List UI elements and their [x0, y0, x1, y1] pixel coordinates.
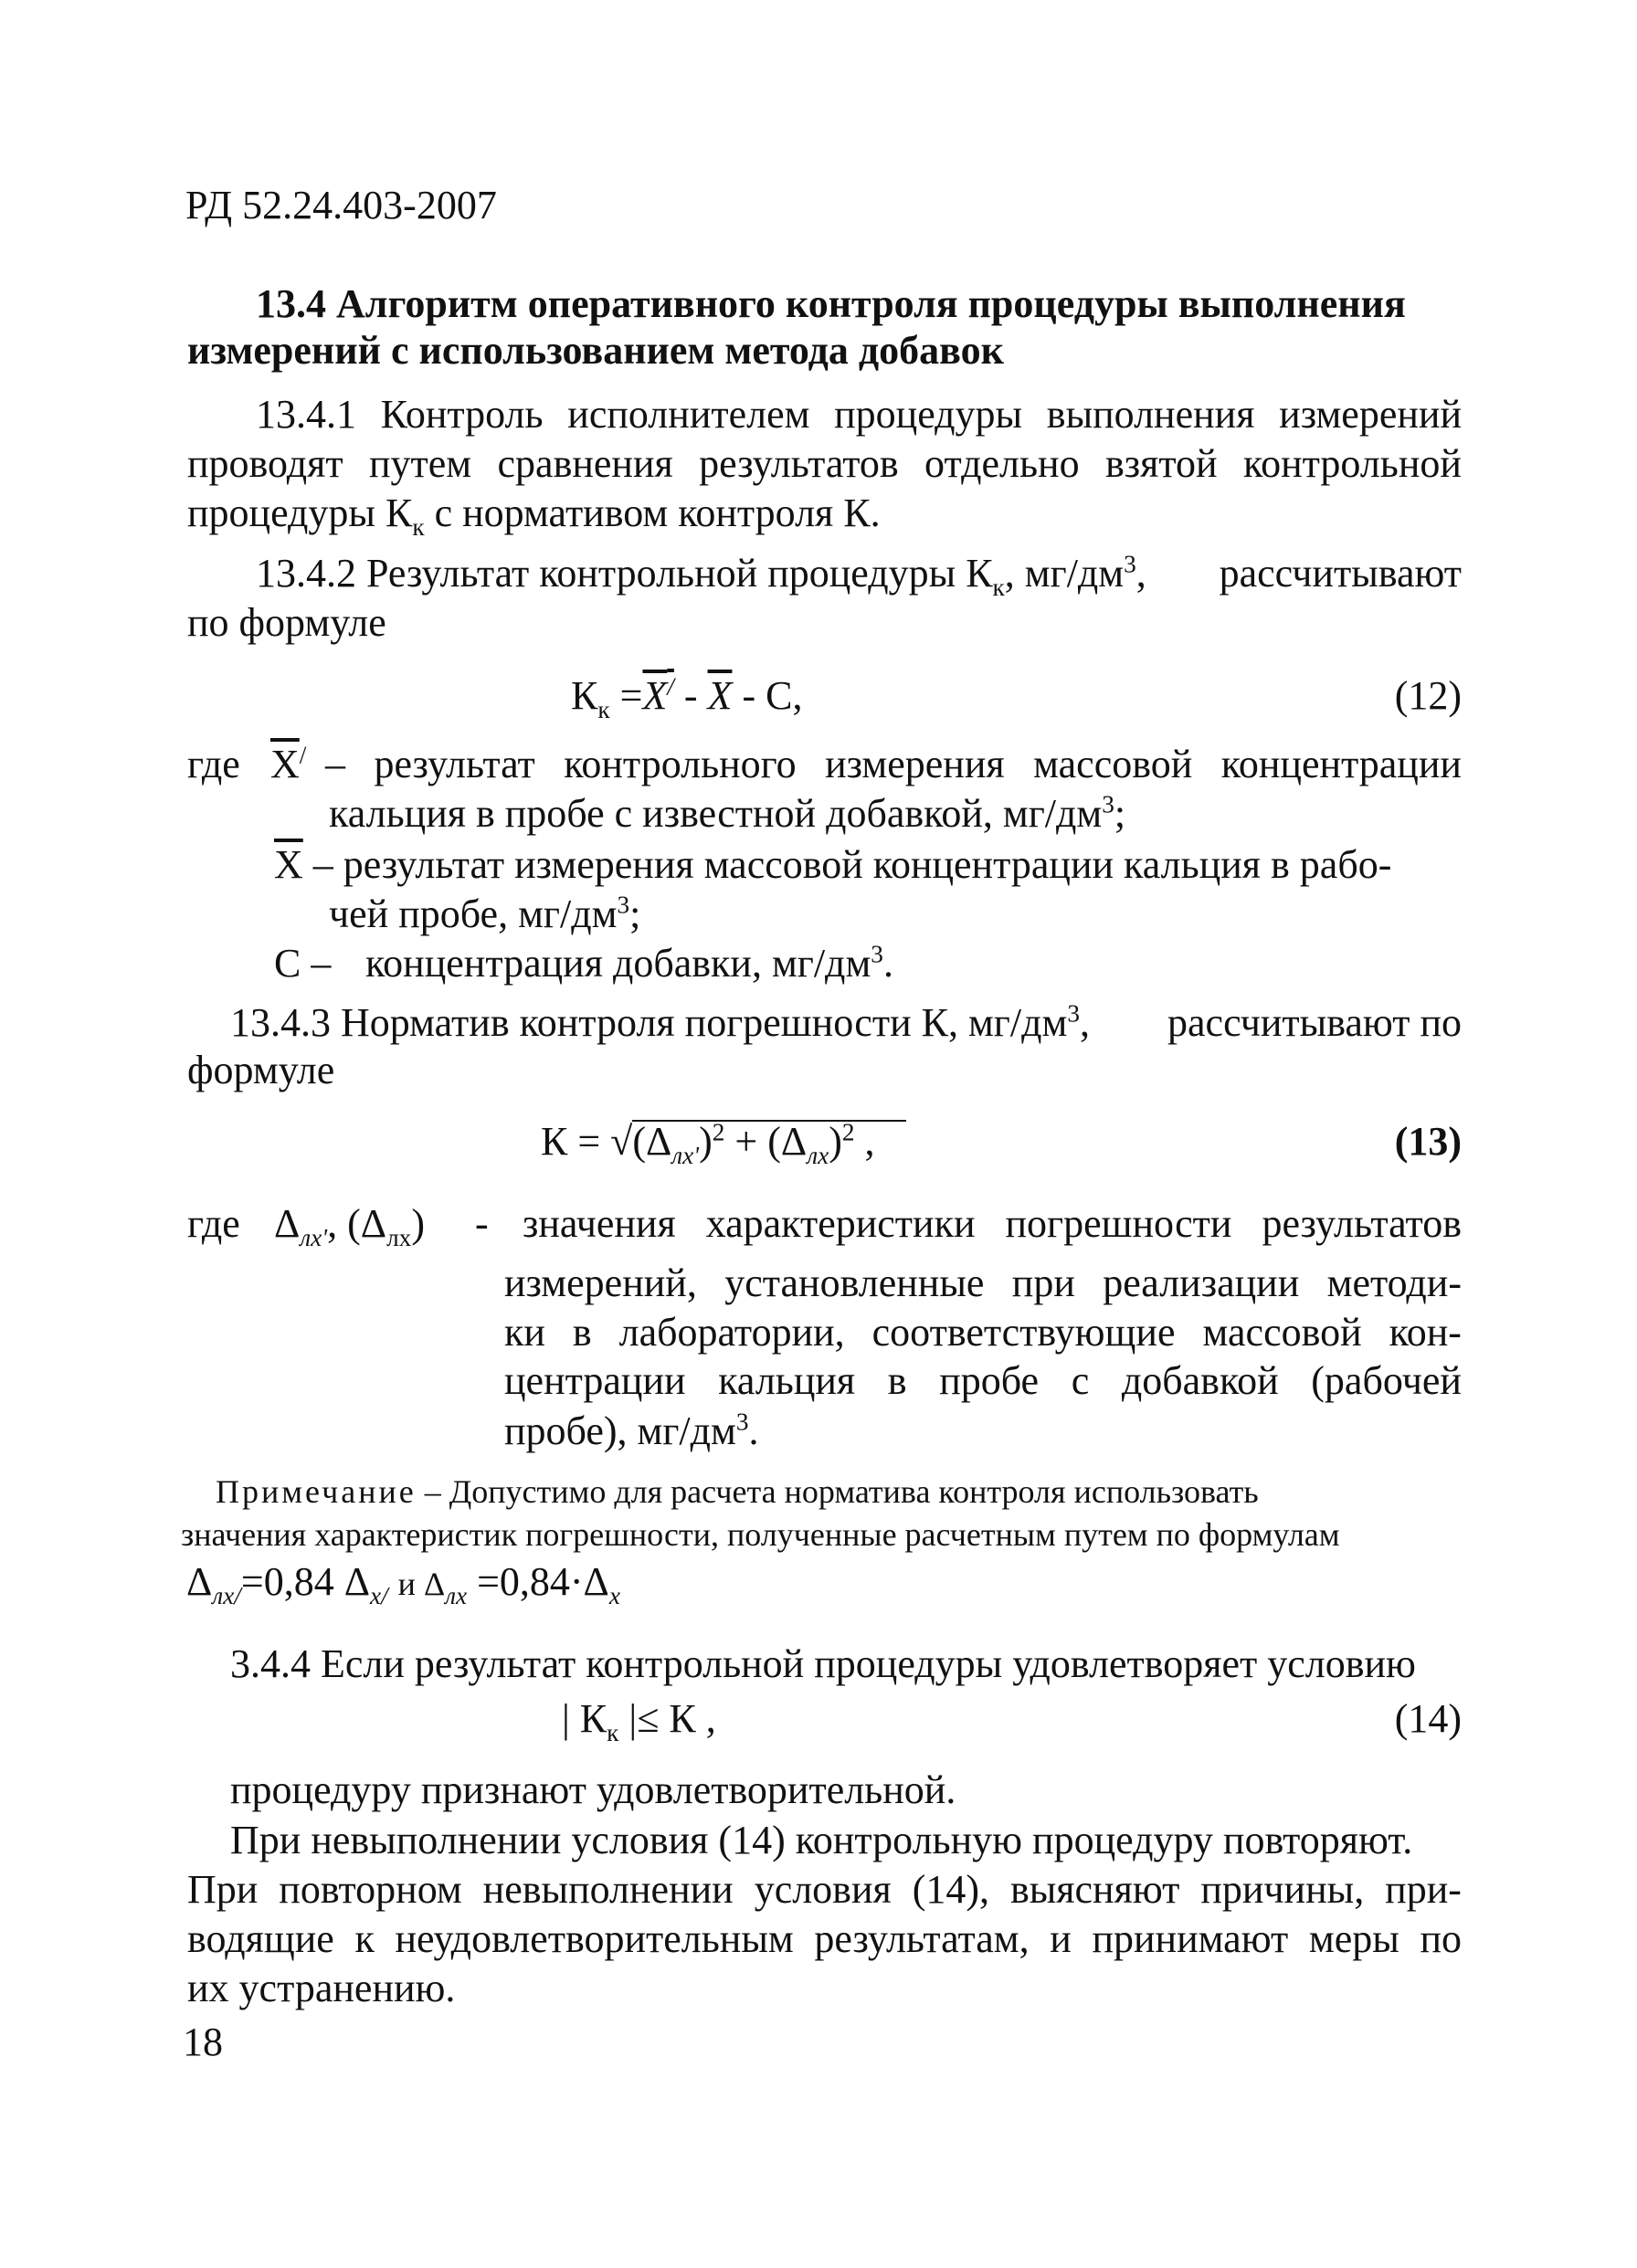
text: с нормативом контроля К.: [424, 491, 881, 535]
term: (Δ: [767, 1119, 808, 1164]
word: –: [325, 742, 345, 786]
formula-12-number: (12): [1394, 673, 1462, 718]
word: принимают: [1092, 1916, 1289, 1961]
subscript: к: [597, 695, 610, 723]
word: причины,: [1200, 1867, 1365, 1912]
final-line2: [187, 1867, 1462, 1912]
sqrt-sign: √: [610, 1119, 633, 1164]
word: массовой: [1202, 1310, 1362, 1355]
para-13-4-1-line1: [256, 392, 1462, 437]
text: ,: [1079, 1000, 1090, 1045]
text: , мг/дм: [1004, 551, 1125, 596]
subscript: х/: [369, 1581, 388, 1609]
word: к: [354, 1916, 375, 1961]
text: ;: [1114, 791, 1126, 836]
subscript: лх: [445, 1581, 468, 1609]
subscript: лх': [300, 1223, 328, 1251]
word: и: [1050, 1916, 1072, 1961]
word: с: [1071, 1358, 1090, 1403]
x-mean: $\overline{X}$: [707, 673, 733, 718]
word: в: [572, 1310, 592, 1355]
subscript: х: [608, 1581, 620, 1609]
word: процедуры: [834, 392, 1023, 437]
where-12-sym3: С –: [274, 941, 332, 986]
word: характеристики: [705, 1201, 976, 1246]
text: .: [748, 1408, 759, 1453]
final-line3: [187, 1916, 1462, 1961]
text: .: [882, 941, 893, 986]
para-13-4-2-line1-end: рассчитывают: [1219, 551, 1462, 596]
text: =0,84 Δ: [240, 1559, 370, 1604]
word: измерений: [1279, 392, 1462, 437]
word: повторном: [279, 1867, 462, 1912]
symbol: , (Δ: [327, 1201, 387, 1246]
term: ): [699, 1119, 713, 1164]
superscript: 3: [735, 1408, 749, 1436]
text: ,: [854, 1119, 875, 1164]
para-13-4-2-line2: по формуле: [187, 600, 386, 645]
text: ,: [1135, 551, 1146, 596]
word: путем: [368, 441, 472, 486]
where-13-line1: [523, 1201, 1462, 1246]
formula-13-number: (13): [1394, 1119, 1462, 1164]
subscript: лх': [671, 1141, 700, 1169]
text: – результат измерения массовой концентрации кальция в рабо-: [312, 842, 1392, 887]
word: ки: [504, 1310, 545, 1355]
word: кон-: [1389, 1310, 1462, 1355]
subscript: к: [992, 573, 1005, 601]
symbol: X: [642, 673, 668, 718]
text: =0,84·Δ: [467, 1559, 609, 1604]
word: сравнения: [497, 441, 673, 486]
word: условия: [754, 1867, 892, 1912]
word: (рабочей: [1311, 1358, 1462, 1403]
text: 13.4.2 Результат контрольной процедуры К: [256, 551, 993, 596]
word: концентрации: [1220, 742, 1462, 786]
where-13-line2: [504, 1263, 1462, 1303]
where-12-def2-line1: [274, 842, 1392, 887]
subscript: лх: [386, 1223, 412, 1251]
para-3-4-4-line1: 3.4.4 Если результат контрольной процедуры удовлетворяет условию: [230, 1641, 1416, 1686]
word: выполнения: [1046, 392, 1255, 437]
word: в: [887, 1358, 907, 1403]
word: реализации: [1103, 1261, 1300, 1305]
text: К =: [541, 1119, 611, 1164]
term: (Δ: [632, 1119, 672, 1164]
document-code: РД 52.24.403-2007: [185, 183, 497, 227]
where-13-line5: [504, 1408, 759, 1453]
word: неудовлетворительным: [395, 1916, 794, 1961]
word: 13.4.1: [256, 392, 356, 437]
subscript: лх/: [212, 1581, 241, 1609]
word: добавкой: [1121, 1358, 1279, 1403]
word: центрации: [504, 1358, 686, 1403]
symbol: $\overline{X}$: [270, 742, 300, 786]
word: отдельно: [924, 441, 1080, 486]
text: концентрация добавки, мг/дм: [365, 941, 871, 986]
word: по: [1420, 1916, 1462, 1961]
word: измерений,: [504, 1261, 697, 1305]
word: погрешности: [1005, 1201, 1232, 1246]
superscript: 3: [617, 891, 630, 919]
word: измерения: [825, 742, 1005, 786]
where-13-line3: [504, 1310, 1462, 1355]
sqrt-overbar: [632, 1120, 906, 1122]
where-13-line4: [504, 1358, 1462, 1403]
para-3-4-4-after: процедуру признают удовлетворительной.: [230, 1767, 956, 1812]
para-13-4-3-line2: формуле: [187, 1048, 335, 1092]
where-12-def3: [365, 940, 893, 986]
word: выясняют: [1009, 1867, 1180, 1912]
section-title-line1: 13.4 Алгоритм оперативного контроля процедуры выполнения: [256, 281, 1406, 326]
final-line1: При невыполнении условия (14) контрольную процедуру повторяют.: [230, 1818, 1413, 1862]
formula-13: [541, 1118, 875, 1169]
text: ;: [629, 891, 641, 936]
para-13-4-3-line1: [230, 999, 1090, 1045]
text: процедуры К: [187, 491, 413, 535]
operator: +: [724, 1119, 768, 1164]
text: |≤ К ,: [618, 1696, 716, 1741]
word: методи-: [1326, 1261, 1462, 1305]
subscript: к: [412, 512, 425, 541]
word: Контроль: [380, 392, 544, 437]
word: контрольного: [564, 742, 797, 786]
note-line1: [216, 1472, 1259, 1511]
subscript: к: [607, 1718, 619, 1746]
text: - С,: [732, 673, 803, 718]
superscript: /: [299, 741, 307, 769]
superscript: 3: [1067, 999, 1080, 1028]
symbol: Δ: [186, 1559, 213, 1604]
word: соответствующие: [871, 1310, 1176, 1355]
para-13-4-2-line1: [256, 550, 1146, 601]
word: исполнителем: [567, 392, 810, 437]
superscript: 2: [712, 1118, 725, 1146]
superscript: 3: [1102, 790, 1114, 818]
text: и Δ: [397, 1566, 446, 1602]
word: При: [187, 1867, 259, 1912]
word: результатам,: [814, 1916, 1030, 1961]
word: при-: [1385, 1867, 1462, 1912]
symbol: К: [571, 673, 598, 718]
formula-12: [571, 672, 803, 723]
word: при: [1011, 1261, 1075, 1305]
word: взятой: [1104, 441, 1218, 486]
where-12-sym1: [270, 741, 307, 786]
where-13-dash: -: [475, 1201, 489, 1246]
where-13-label: где: [187, 1201, 240, 1246]
note-label: Примечание: [216, 1473, 417, 1510]
superscript: 3: [1124, 550, 1136, 578]
where-12-def2-line2: [329, 891, 641, 936]
where-12-label: где: [187, 742, 240, 786]
word: невыполнении: [482, 1867, 734, 1912]
word: результатов: [699, 441, 899, 486]
symbol: $\overline{X}$: [274, 842, 303, 887]
word: проводят: [187, 441, 343, 486]
text: | К: [562, 1696, 607, 1741]
superscript: /: [667, 672, 674, 701]
text: – Допустимо для расчета норматива контроля использовать: [416, 1473, 1259, 1510]
symbol: ): [411, 1201, 425, 1246]
para-13-4-3-line1-end: рассчитывают по: [1167, 1000, 1462, 1045]
text: 13.4.3 Норматив контроля погрешности К, мг/дм: [230, 1000, 1068, 1045]
para-13-4-1-line2: [187, 441, 1462, 486]
section-title-line2: измерений с использованием метода добавок: [187, 328, 1004, 373]
where-13-symbols: [274, 1201, 425, 1251]
text: пробе), мг/дм: [504, 1408, 736, 1453]
word: значения: [523, 1201, 676, 1246]
formula-14: [562, 1696, 716, 1746]
x-prime-mean: [642, 673, 673, 718]
text: кальция в пробе с известной добавкой, мг/дм: [329, 791, 1103, 836]
page-number: 18: [183, 2020, 223, 2064]
word: массовой: [1033, 742, 1193, 786]
symbol: Δ: [274, 1201, 301, 1246]
note-formulas: [186, 1559, 620, 1609]
word: кальция: [718, 1358, 856, 1403]
word: результатов: [1262, 1201, 1462, 1246]
subscript: лх: [807, 1141, 829, 1169]
word: лаборатории,: [618, 1310, 845, 1355]
radicand: [632, 1118, 855, 1169]
operator: -: [673, 673, 708, 718]
para-13-4-1-line3: [187, 491, 881, 541]
word: результат: [374, 742, 535, 786]
superscript: 2: [841, 1118, 855, 1146]
operator: =: [609, 673, 643, 718]
where-12-def1-line2: [329, 790, 1126, 836]
note-line2: значения характеристик погрешности, полученные расчетным путем по формулам: [181, 1516, 1340, 1553]
word: установленные: [724, 1261, 985, 1305]
final-line4: их устранению.: [187, 1966, 456, 2010]
text: чей пробе, мг/дм: [329, 891, 618, 936]
word: (14),: [912, 1867, 989, 1912]
word: водящие: [187, 1916, 334, 1961]
term: ): [829, 1119, 842, 1164]
word: пробе: [939, 1358, 1040, 1403]
superscript: 3: [871, 940, 883, 968]
where-12-def1-line1: [325, 744, 1462, 785]
word: контрольной: [1242, 441, 1462, 486]
formula-14-number: (14): [1394, 1696, 1462, 1741]
word: меры: [1308, 1916, 1399, 1961]
